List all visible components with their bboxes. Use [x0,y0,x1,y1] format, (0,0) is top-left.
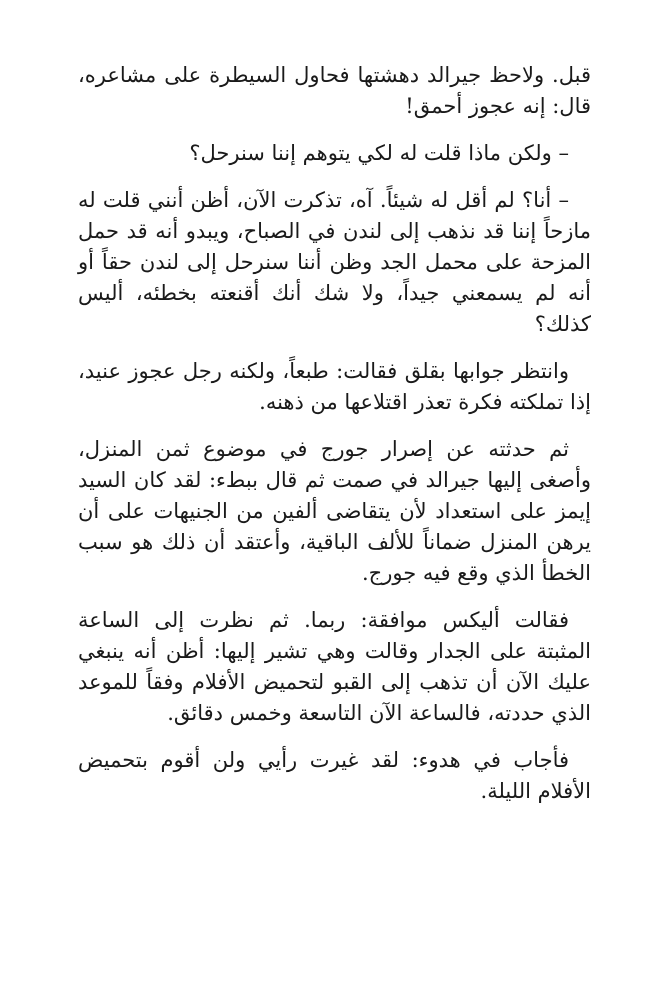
paragraph-6: فقالت أليكس موافقة: ربما. ثم نظرت إلى الساعة المثبتة على الجدار وقالت وهي تشير إليها: أظن أنه ينبغي عليك الآن أن تذهب إلى القبو لتحميض الأفلام وفقاً للموعد الذي حددته، فالساعة الآن التاسعة وخمس دقائق. [78,608,591,725]
paragraph-1: قبل. ولاحظ جيرالد دهشتها فحاول السيطرة على مشاعره، قال: إنه عجوز أحمق! [78,63,591,118]
paragraph-2: – ولكن ماذا قلت له لكي يتوهم إننا سنرحل؟ [189,141,569,165]
paragraph-4: وانتظر جوابها بقلق فقالت: طبعاً، ولكنه رجل عجوز عنيد، إذا تملكته فكرة تعذر اقتلاعها من ذهنه. [78,359,591,414]
paragraph-5: ثم حدثته عن إصرار جورج في موضوع ثمن المنزل، وأصغى إليها جيرالد في صمت ثم قال ببطء: لقد كان السيد إيمز على استعداد لأن يتقاضى ألفين من الجنيهات على أن يرهن المنزل ضماناً للألف الباقية، وأعتقد أن ذلك هو سبب الخطأ الذي وقع فيه جورج. [78,437,591,585]
book-page [78,60,591,823]
paragraph-7: فأجاب في هدوء: لقد غيرت رأيي ولن أقوم بتحميض الأفلام الليلة. [78,748,591,803]
paragraph-3: – أنا؟ لم أقل له شيئاً. آه، تذكرت الآن، أظن أنني قلت له مازحاً إننا قد نذهب إلى لندن في الصباح، ويبدو أنه قد حمل المزحة على محمل الجد وظن أننا سنرحل إلى لندن حقاً أو أنه لم يسمعني جيداً، ولا شك أنك أقنعته بخطئه، أليس كذلك؟ [78,188,591,336]
